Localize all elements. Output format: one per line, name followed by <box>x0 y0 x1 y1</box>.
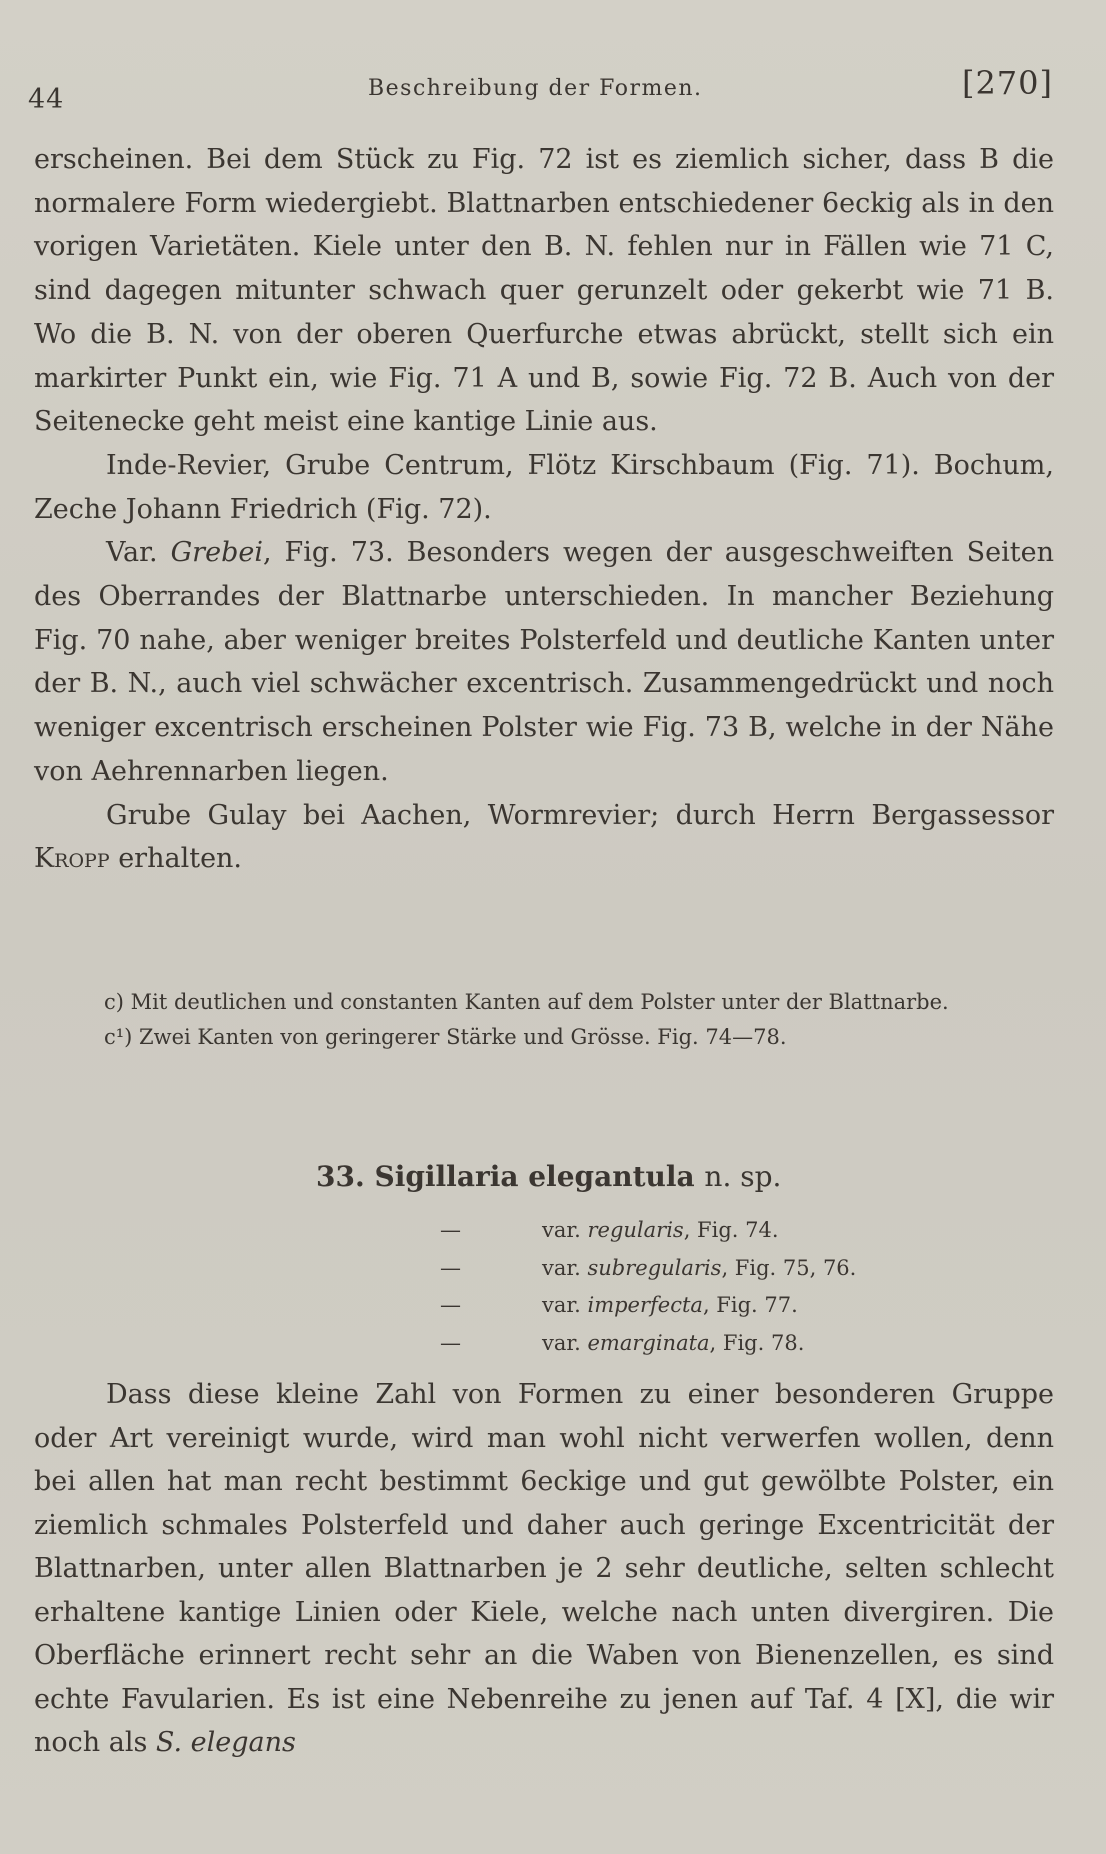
original-page-number: [270] <box>961 64 1053 102</box>
variety-prefix: var. <box>542 1255 581 1280</box>
body-text <box>34 138 1054 881</box>
running-title: Beschreibung der Formen. <box>368 76 703 101</box>
note-c: c) Mit deutlichen und constanten Kanten auf dem Polster unter der Blattnarbe. <box>104 990 949 1014</box>
species-name: Sigillaria elegantula <box>374 1160 695 1193</box>
paragraph-source <box>34 794 1054 881</box>
var-prefix: Var. <box>106 537 171 569</box>
source-prefix: Grube Gulay bei Aachen, Wormrevier; durch Herrn Bergassessor <box>106 799 1054 831</box>
species-suffix: n. sp. <box>704 1160 782 1193</box>
paragraph-species-description <box>34 1373 1054 1765</box>
variety-fig: , Fig. 77. <box>702 1293 798 1318</box>
note-c1: c¹) Zwei Kanten von geringerer Stärke und Grösse. Fig. 74—78. <box>104 1025 787 1049</box>
variety-prefix: var. <box>542 1330 581 1355</box>
variety-name: regularis <box>587 1218 684 1242</box>
variety-list <box>440 1212 856 1362</box>
species-description <box>34 1373 1054 1765</box>
variety-dash: — <box>440 1293 461 1318</box>
species-number: 33. <box>316 1160 365 1193</box>
page-number: 44 <box>28 84 65 115</box>
variety-fig: , Fig. 75, 76. <box>721 1255 857 1280</box>
person-name: Kropp <box>34 843 110 875</box>
variety-dash: — <box>440 1255 461 1280</box>
species-description-text: Dass diese kleine Zahl von Formen zu einer besonderen Gruppe oder Art vereinigt wurde, wird man wohl nicht verwerfen wollen, denn bei allen hat man recht bestimmt 6eckige und gut gewölbte Polster, ein ziemlich schmales Polsterfeld und daher auch geringe Excentricität der Blattnarben, unter allen Blattnarben je 2 sehr deutliche, selten schlecht erhaltene kantige Linien oder Kiele, welche nach unten divergiren. Die Oberfläche erinnert recht sehr an die Waben von Bienenzellen, es sind echte Favularien. Es ist eine Nebenreihe zu jenen auf Taf. 4 [X], die wir noch als <box>34 1379 1054 1758</box>
variety-name: imperfecta <box>587 1293 703 1318</box>
variety-name: emarginata <box>587 1330 710 1355</box>
variety-dash: — <box>440 1218 461 1242</box>
variety-item <box>440 1212 856 1250</box>
variety-item <box>440 1250 856 1288</box>
variety-fig: , Fig. 74. <box>683 1218 779 1242</box>
paragraph-var-grebei <box>34 531 1054 793</box>
page-header <box>28 62 1053 115</box>
variety-item <box>440 1325 856 1363</box>
paragraph-description: erscheinen. Bei dem Stück zu Fig. 72 ist es ziemlich sicher, dass B die normalere Form wiedergiebt. Blattnarben entschiedener 6eckig als in den vorigen Varietäten. Kiele unter den B. N. fehlen nur in Fällen wie 71 C, sind dagegen mitunter schwach quer gerunzelt oder gekerbt wie 71 B. Wo die B. N. von der oberen Querfurche etwas abrückt, stellt sich ein markirter Punkt ein, wie Fig. 71 A und B, sowie Fig. 72 B. Auch von der Seitenecke geht meist eine kantige Linie aus. <box>34 144 1054 438</box>
paragraph-localities: Inde-Revier, Grube Centrum, Flötz Kirschbaum (Fig. 71). Bochum, Zeche Johann Friedrich (Fig. 72). <box>34 449 1054 525</box>
species-reference: S. elegans <box>155 1727 296 1758</box>
variety-dash: — <box>440 1330 461 1355</box>
classification-notes <box>34 985 1054 1055</box>
var-grebei-description: , Fig. 73. Besonders wegen der ausgeschweiften Seiten des Oberrandes der Blattnarbe unterschieden. In mancher Beziehung Fig. 70 nahe, aber weniger breites Polsterfeld und deutliche Kanten unter der B. N., auch viel schwächer excentrisch. Zusammengedrückt und noch weniger excentrisch erscheinen Polster wie Fig. 73 B, welche in der Nähe von Aehrennarben liegen. <box>34 537 1054 787</box>
species-heading <box>316 1160 781 1193</box>
source-suffix: erhalten. <box>109 843 243 875</box>
variety-fig: , Fig. 78. <box>709 1330 805 1355</box>
variety-name: subregularis <box>587 1255 722 1280</box>
variety-prefix: var. <box>542 1293 581 1318</box>
variety-item <box>440 1287 856 1325</box>
variety-prefix: var. <box>542 1218 581 1242</box>
variety-name-grebei: Grebei <box>170 537 263 569</box>
